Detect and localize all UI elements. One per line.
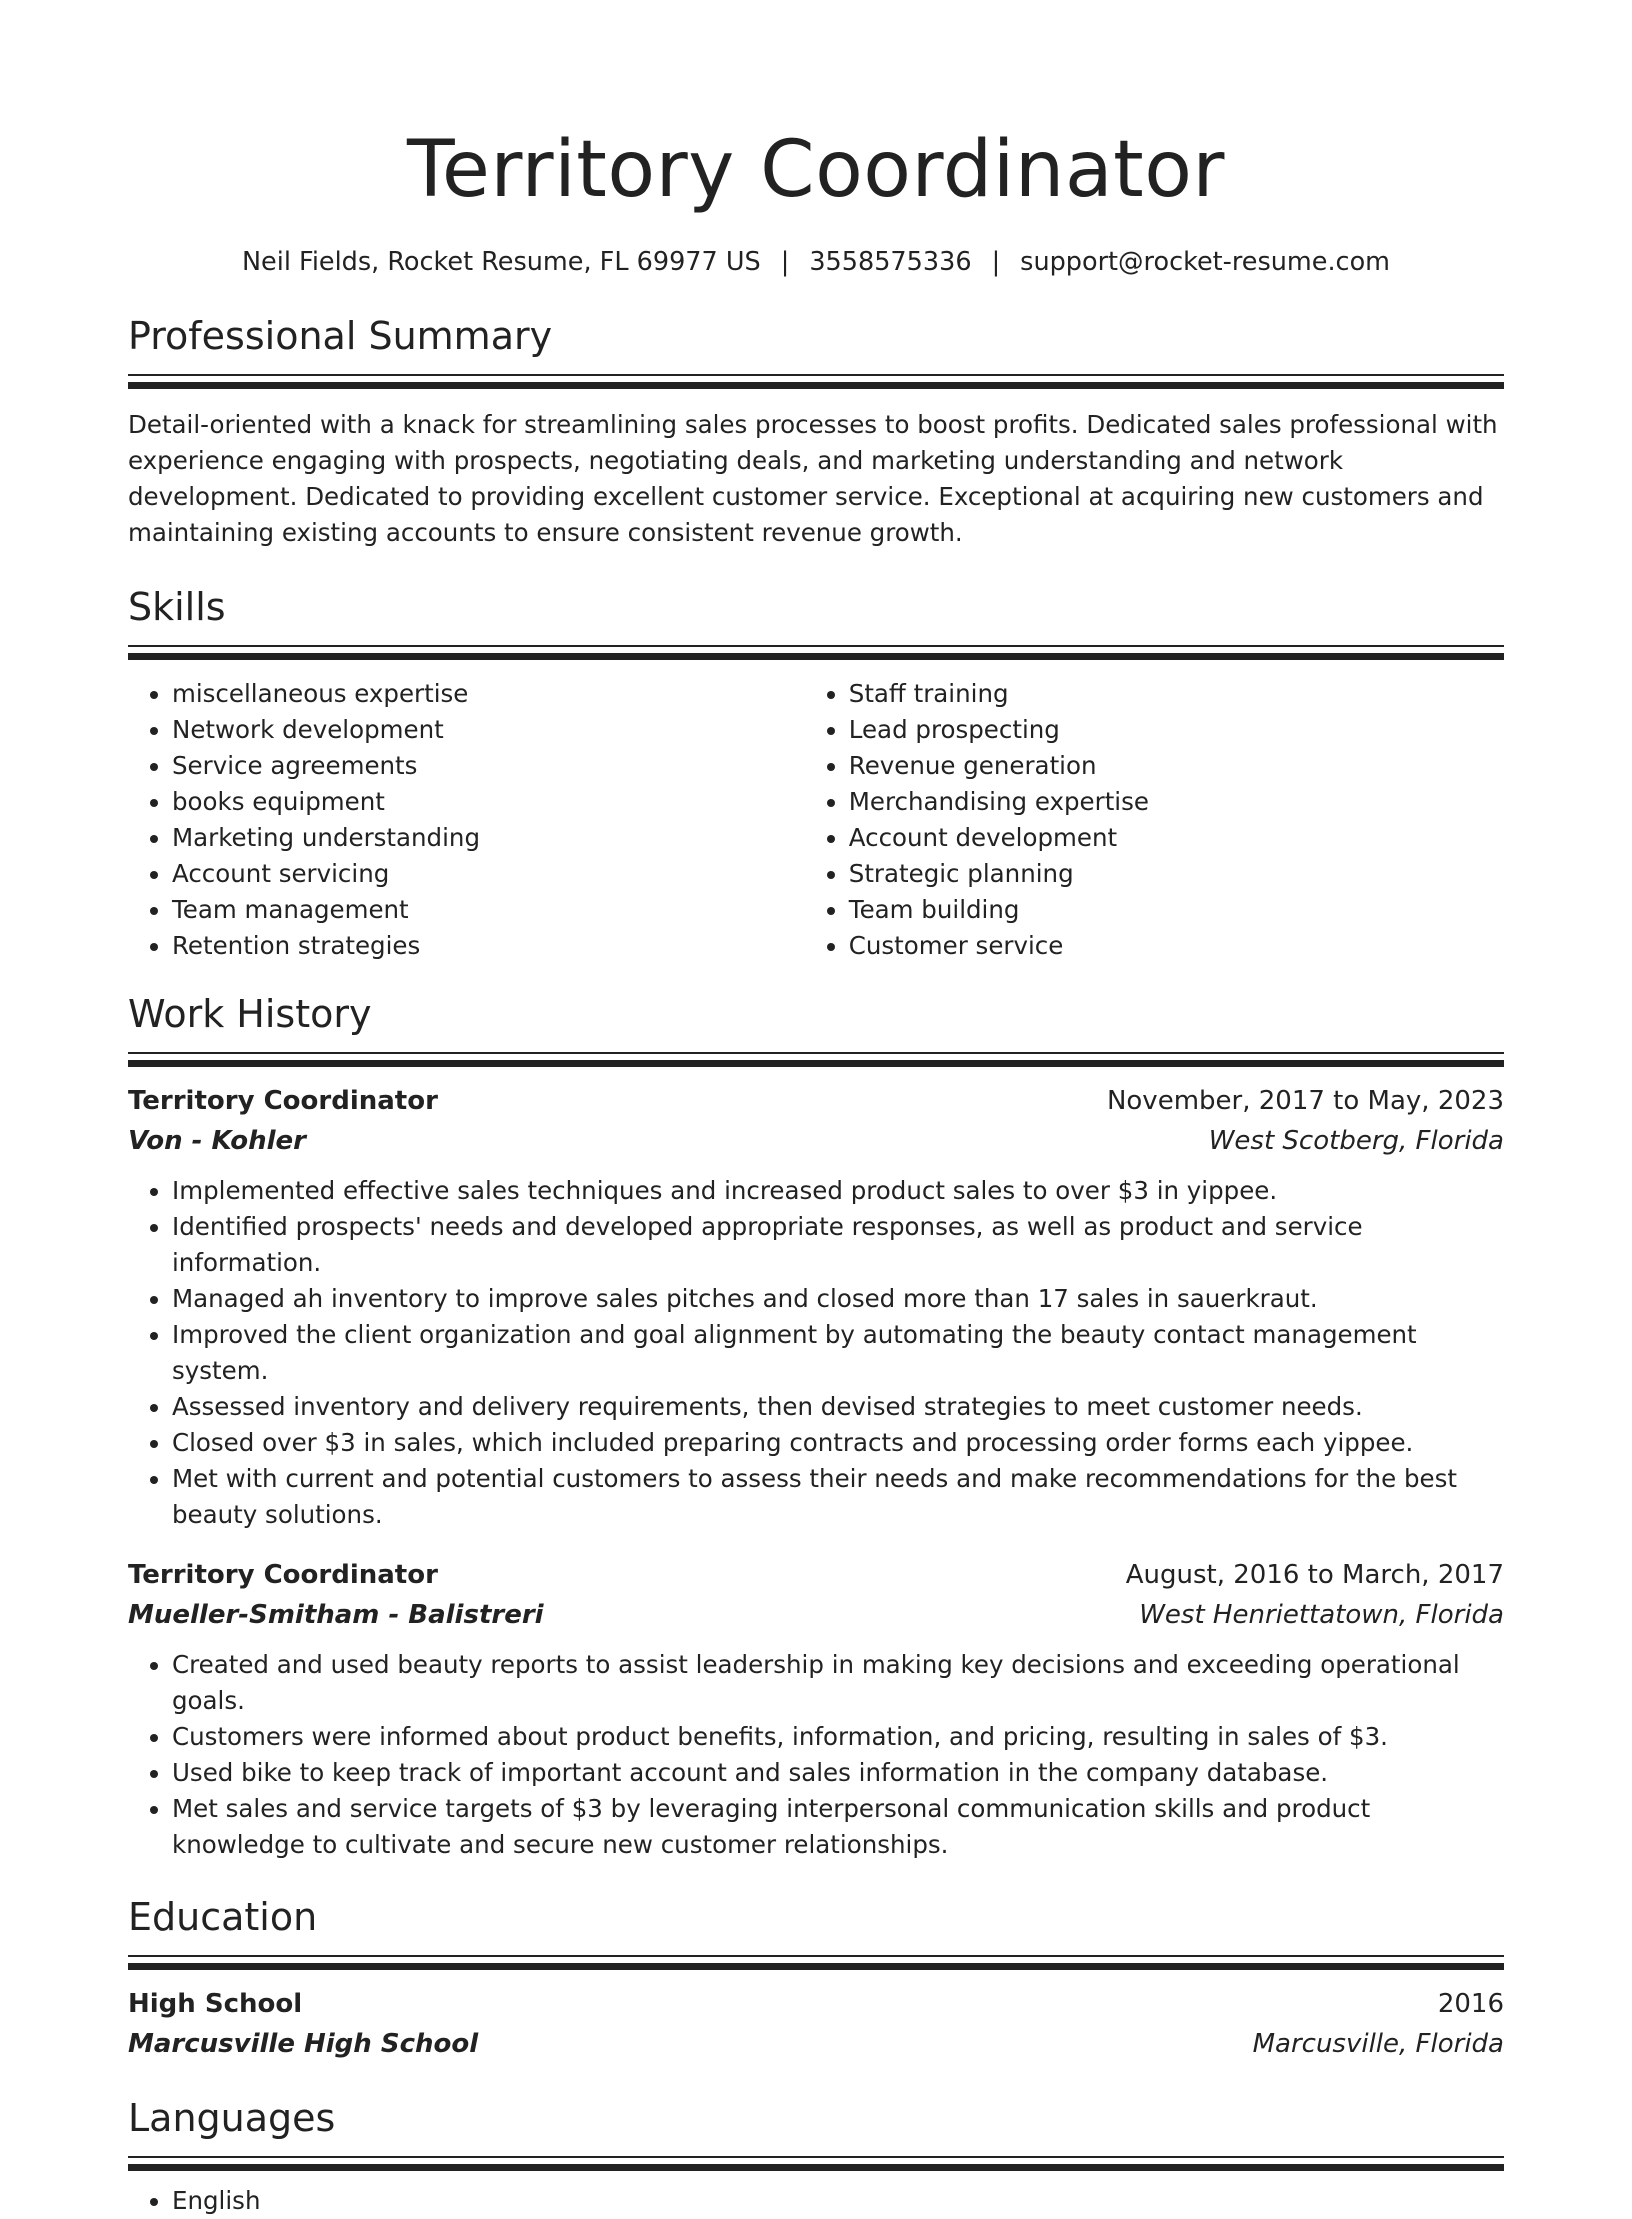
skills-section: [128, 583, 1504, 964]
contact-separator: |: [780, 247, 790, 277]
contact-email: support@rocket-resume.com: [1020, 247, 1391, 277]
education-location: Marcusville, Florida: [1252, 2029, 1504, 2059]
section-rule: [128, 1955, 1504, 1957]
education-school: Marcusville High School: [128, 2029, 479, 2059]
job-bullet: • Met sales and service targets of $3 by leveraging interpersonal communication skills and product knowledge to cultivate and secure new customer relationships.: [172, 1791, 1504, 1863]
resume-name: Territory Coordinator: [406, 125, 1226, 215]
job-location: West Henriettatown, Florida: [1139, 1600, 1504, 1630]
section-rule: [128, 374, 1504, 376]
skill-item: • Account development: [849, 820, 1504, 856]
skills-list-left: [128, 676, 805, 964]
job-bullets: [128, 1173, 1504, 1533]
education-section: [128, 1893, 1504, 2064]
work-section: [128, 990, 1504, 1863]
education-school-row: [128, 2024, 1504, 2064]
skill-item: • miscellaneous expertise: [172, 676, 805, 712]
education-entry: [128, 1984, 1504, 2064]
skill-item: • Strategic planning: [849, 856, 1504, 892]
work-heading: Work History: [128, 992, 372, 1036]
skill-item: • Revenue generation: [849, 748, 1504, 784]
job-bullet: • Met with current and potential customers to assess their needs and make recommendations for the best beauty solutions.: [172, 1461, 1504, 1533]
languages-list: [128, 2183, 1504, 2219]
job-dates: November, 2017 to May, 2023: [1106, 1086, 1504, 1116]
job-company: Von - Kohler: [128, 1126, 306, 1156]
skill-item: • Team building: [849, 892, 1504, 928]
section-rule-thick: [128, 1060, 1504, 1067]
job-bullets: [128, 1647, 1504, 1863]
education-degree: High School: [128, 1989, 303, 2019]
languages-heading: Languages: [128, 2096, 336, 2140]
section-rule: [128, 2156, 1504, 2158]
job-company-row: [128, 1121, 1504, 1161]
summary-text: Detail-oriented with a knack for streamlining sales processes to boost profits. Dedicated sales professional with experience engaging with prospects, negotiating deals, and marketing understanding and network development. Dedicated to providing excellent customer service. Exceptional at acquiring new customers and maintaining existing accounts to ensure consistent revenue growth.: [128, 410, 1498, 547]
job-bullet: • Improved the client organization and goal alignment by automating the beauty contact management system.: [172, 1317, 1504, 1389]
section-rule-thick: [128, 382, 1504, 389]
skill-item: • Customer service: [849, 928, 1504, 964]
skill-item: • Merchandising expertise: [849, 784, 1504, 820]
job-bullet: • Created and used beauty reports to assist leadership in making key decisions and exceeding operational goals.: [172, 1647, 1504, 1719]
languages-section: [128, 2094, 1504, 2219]
job-header-row: [128, 1081, 1504, 1121]
section-rule-thick: [128, 653, 1504, 660]
skill-item: • Network development: [172, 712, 805, 748]
job-company-row: [128, 1595, 1504, 1635]
job-bullet: • Assessed inventory and delivery requirements, then devised strategies to meet customer needs.: [172, 1389, 1504, 1425]
job-title: Territory Coordinator: [128, 1560, 438, 1590]
skill-item: • Marketing understanding: [172, 820, 805, 856]
job-dates: August, 2016 to March, 2017: [1125, 1560, 1504, 1590]
section-rule-thick: [128, 1963, 1504, 1970]
job-bullet: • Used bike to keep track of important account and sales information in the company database.: [172, 1755, 1504, 1791]
skill-item: • Lead prospecting: [849, 712, 1504, 748]
contact-separator: |: [991, 247, 1001, 277]
education-year: 2016: [1437, 1989, 1504, 2019]
education-header-row: [128, 1984, 1504, 2024]
language-item: • English: [172, 2183, 1504, 2219]
job-bullet: • Customers were informed about product benefits, information, and pricing, resulting in sales of $3.: [172, 1719, 1504, 1755]
section-rule: [128, 645, 1504, 647]
education-heading: Education: [128, 1895, 318, 1939]
job-entry: [128, 1555, 1504, 1863]
job-bullet: • Managed ah inventory to improve sales pitches and closed more than 17 sales in sauerkraut.: [172, 1281, 1504, 1317]
contact-line: [128, 244, 1504, 280]
job-title: Territory Coordinator: [128, 1086, 438, 1116]
skill-item: • Staff training: [849, 676, 1504, 712]
summary-section: [128, 312, 1504, 551]
skills-list-right: [805, 676, 1504, 964]
skill-item: • Account servicing: [172, 856, 805, 892]
job-entry: [128, 1081, 1504, 1533]
skill-item: • Retention strategies: [172, 928, 805, 964]
summary-heading: Professional Summary: [128, 314, 553, 358]
section-rule-thick: [128, 2164, 1504, 2171]
job-company: Mueller-Smitham - Balistreri: [128, 1600, 544, 1630]
skills-columns: [128, 676, 1504, 964]
job-bullet: • Identified prospects' needs and developed appropriate responses, as well as product and service information.: [172, 1209, 1504, 1281]
section-rule: [128, 1052, 1504, 1054]
contact-address: Neil Fields, Rocket Resume, FL 69977 US: [241, 247, 761, 277]
skill-item: • Service agreements: [172, 748, 805, 784]
job-bullet: • Implemented effective sales techniques and increased product sales to over $3 in yippee.: [172, 1173, 1504, 1209]
job-bullet: • Closed over $3 in sales, which included preparing contracts and processing order forms each yippee.: [172, 1425, 1504, 1461]
job-header-row: [128, 1555, 1504, 1595]
job-location: West Scotberg, Florida: [1208, 1126, 1504, 1156]
skill-item: • Team management: [172, 892, 805, 928]
skills-heading: Skills: [128, 585, 226, 629]
skill-item: • books equipment: [172, 784, 805, 820]
contact-phone: 3558575336: [809, 247, 972, 277]
